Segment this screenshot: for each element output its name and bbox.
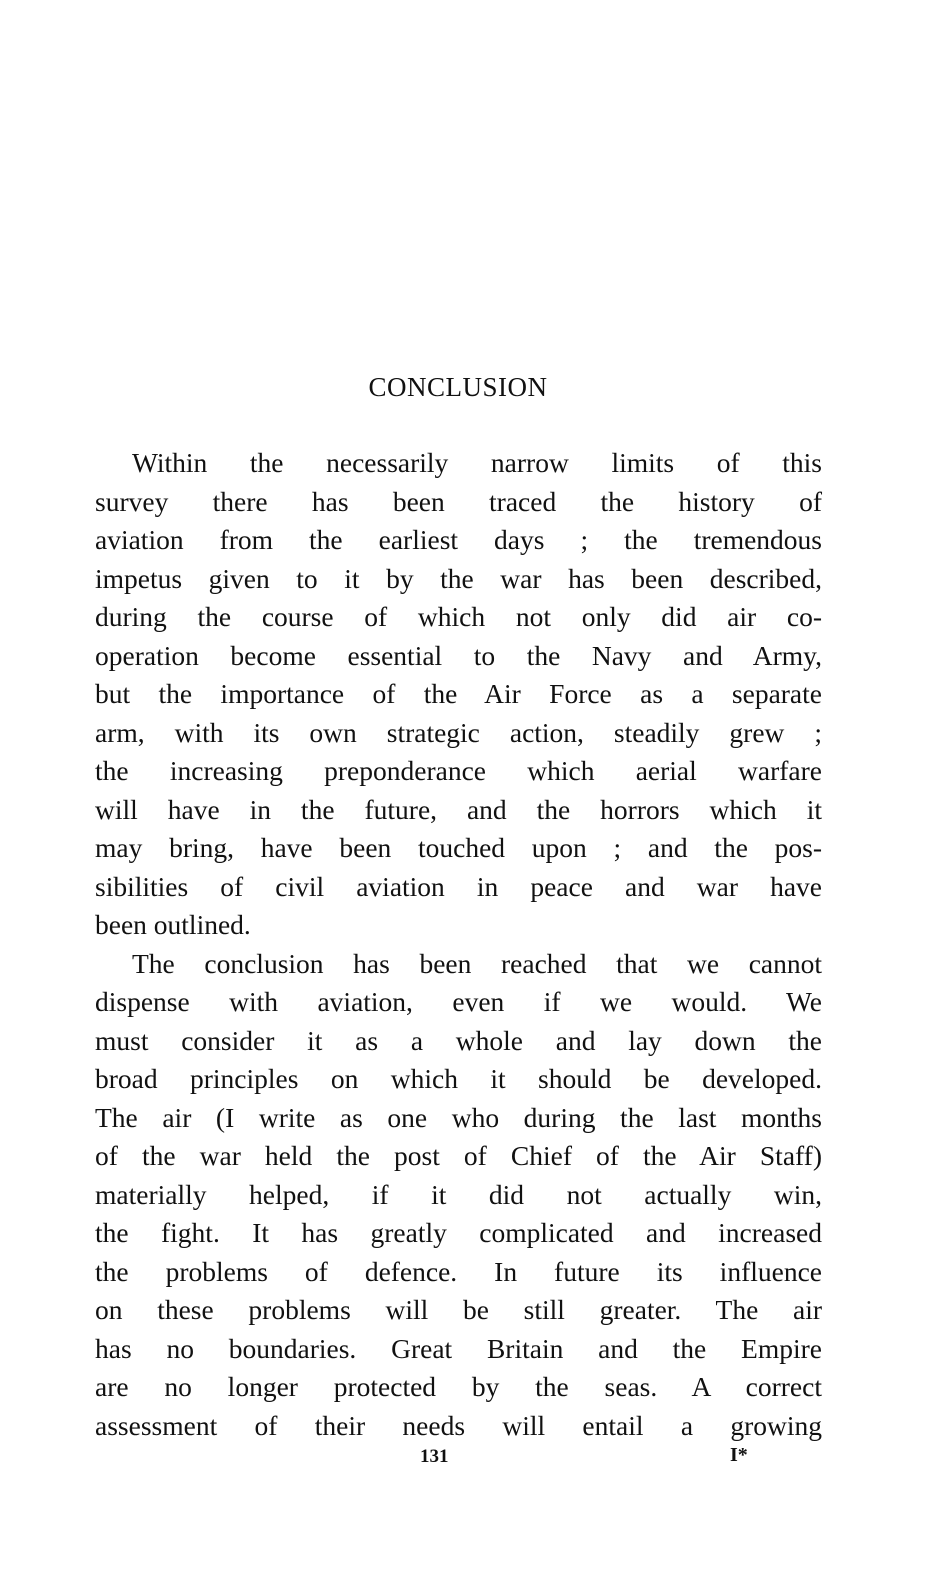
text-line: must consider it as a whole and lay down the	[95, 1024, 822, 1056]
text-line: are no longer protected by the seas. A correct	[95, 1371, 822, 1402]
text-line: the problems of defence. In future its influence	[95, 1255, 822, 1287]
text-line: aviation from the earliest days ; the tremendous	[95, 524, 822, 555]
page-number: 131	[420, 1446, 449, 1467]
text-line: The conclusion has been reached that we cannot	[132, 947, 822, 979]
text-line: arm, with its own strategic action, steadily grew ;	[95, 716, 822, 748]
text-line: assessment of their needs will entail a growing	[95, 1409, 822, 1441]
text-line: dispense with aviation, even if we would. We	[95, 986, 822, 1017]
text-line: on these problems will be still greater. The air	[95, 1294, 822, 1325]
text-line: the fight. It has greatly complicated and increased	[95, 1217, 822, 1248]
text-line: has no boundaries. Great Britain and the Empire	[95, 1332, 822, 1364]
text-line: the increasing preponderance which aerial warfare	[95, 755, 822, 786]
body-text	[95, 444, 822, 1445]
text-line: of the war held the post of Chief of the Air Staff)	[95, 1140, 822, 1171]
text-line: broad principles on which it should be developed.	[95, 1063, 822, 1094]
signature-mark: I*	[730, 1444, 748, 1466]
text-line: sibilities of civil aviation in peace and war have	[95, 870, 822, 902]
text-line: materially helped, if it did not actually win,	[95, 1178, 822, 1210]
text-line: Within the necessarily narrow limits of this	[132, 447, 822, 478]
paragraph	[95, 444, 822, 945]
text-line: may bring, have been touched upon ; and the pos-	[95, 832, 822, 863]
text-line: impetus given to it by the war has been described,	[95, 562, 822, 594]
text-line: will have in the future, and the horrors which it	[95, 793, 822, 825]
chapter-heading: CONCLUSION	[368, 372, 548, 402]
text-line: operation become essential to the Navy and Army,	[95, 639, 822, 671]
text-line: but the importance of the Air Force as a separate	[95, 678, 822, 709]
text-line: been outlined.	[95, 909, 251, 940]
text-line: survey there has been traced the history of	[95, 485, 822, 517]
text-line: during the course of which not only did air co-	[95, 601, 822, 632]
paragraph	[95, 945, 822, 1446]
text-line: The air (I write as one who during the last months	[95, 1101, 822, 1133]
